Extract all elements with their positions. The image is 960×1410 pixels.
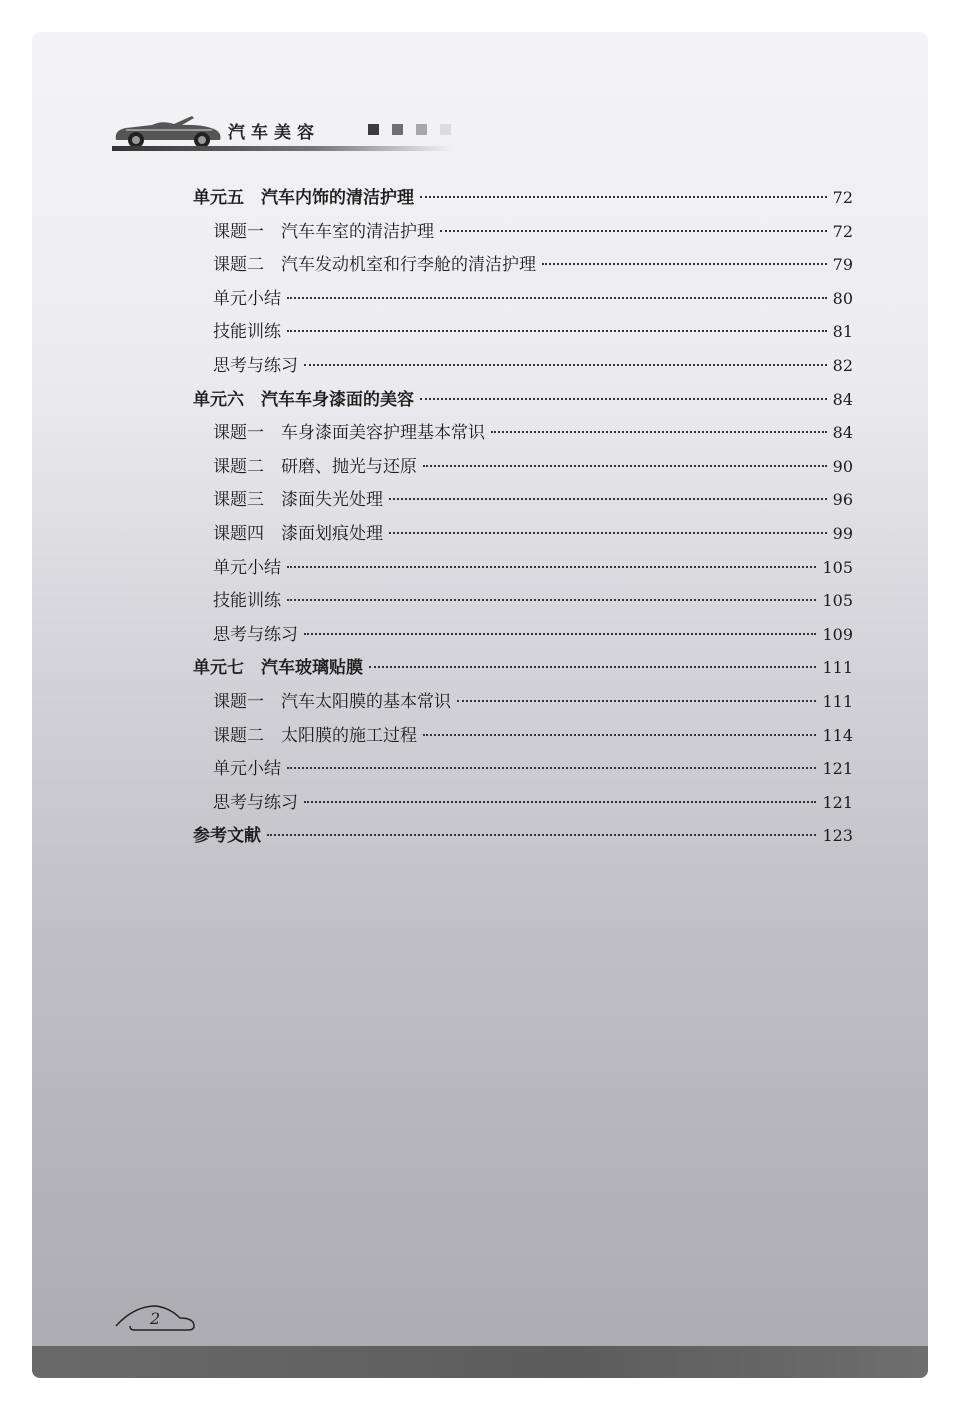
toc-entry-page: 82: [832, 355, 853, 375]
toc-entry-page: 111: [822, 691, 853, 711]
toc-entry[interactable]: [193, 217, 853, 251]
leader-dots: [491, 431, 827, 433]
toc-entry[interactable]: [193, 821, 853, 855]
toc-entry[interactable]: [193, 519, 853, 553]
header-title: 汽车美容: [228, 123, 320, 143]
toc-entry-title: 课题一 车身漆面美容护理基本常识: [213, 423, 485, 444]
leader-dots: [542, 263, 827, 265]
leader-dots: [304, 364, 827, 366]
toc-entry-title: 单元七 汽车玻璃贴膜: [193, 658, 363, 679]
toc-entry-page: 84: [832, 389, 853, 409]
leader-dots: [267, 834, 816, 836]
leader-dots: [287, 566, 816, 568]
toc-entry[interactable]: [193, 553, 853, 587]
table-of-contents: [193, 183, 853, 855]
book-page: [32, 32, 928, 1378]
page-number: 2: [150, 1309, 161, 1328]
toc-entry-page: 111: [822, 658, 853, 678]
toc-entry-page: 80: [832, 288, 853, 308]
toc-entry-title: 参考文献: [193, 826, 261, 847]
toc-entry-title: 单元小结: [213, 288, 281, 309]
toc-entry-title: 思考与练习: [213, 792, 298, 813]
toc-entry-title: 单元小结: [213, 759, 281, 780]
leader-dots: [420, 196, 827, 198]
leader-dots: [440, 230, 827, 232]
toc-entry-page: 121: [822, 792, 853, 812]
leader-dots: [287, 297, 827, 299]
toc-entry[interactable]: [193, 721, 853, 755]
leader-dots: [287, 599, 816, 601]
toc-entry-page: 105: [822, 557, 853, 577]
toc-entry-title: 课题一 汽车车室的清洁护理: [213, 221, 434, 242]
toc-entry-title: 课题一 汽车太阳膜的基本常识: [213, 691, 451, 712]
toc-entry[interactable]: [193, 620, 853, 654]
leader-dots: [369, 666, 816, 668]
toc-entry-title: 技能训练: [213, 591, 281, 612]
leader-dots: [304, 801, 816, 803]
leader-dots: [389, 498, 827, 500]
leader-dots: [287, 330, 827, 332]
toc-entry-page: 72: [832, 221, 853, 241]
toc-entry-page: 105: [822, 591, 853, 611]
running-header: [112, 110, 532, 154]
toc-entry[interactable]: [193, 754, 853, 788]
toc-entry[interactable]: [193, 317, 853, 351]
toc-entry-page: 81: [832, 322, 853, 342]
toc-entry-page: 121: [822, 759, 853, 779]
toc-entry[interactable]: [193, 452, 853, 486]
convertible-car-icon: [112, 110, 224, 150]
toc-entry[interactable]: [193, 250, 853, 284]
toc-entry[interactable]: [193, 351, 853, 385]
toc-entry-page: 96: [832, 490, 853, 510]
toc-entry-page: 90: [832, 456, 853, 476]
toc-entry-title: 课题二 汽车发动机室和行李舱的清洁护理: [213, 255, 536, 276]
leader-dots: [420, 398, 827, 400]
header-square: [392, 124, 403, 135]
toc-entry-title: 思考与练习: [213, 624, 298, 645]
toc-entry-title: 单元小结: [213, 557, 281, 578]
toc-entry[interactable]: [193, 418, 853, 452]
toc-entry-page: 99: [832, 523, 853, 543]
header-square: [440, 124, 451, 135]
toc-entry-title: 课题四 漆面划痕处理: [213, 523, 383, 544]
car-outline-icon: [114, 1300, 198, 1334]
toc-entry[interactable]: [193, 183, 853, 217]
toc-entry-title: 课题二 研磨、抛光与还原: [213, 456, 417, 477]
toc-entry-page: 79: [832, 255, 853, 275]
page-number-badge: [114, 1300, 198, 1338]
header-square: [368, 124, 379, 135]
header-square: [416, 124, 427, 135]
toc-entry-title: 思考与练习: [213, 355, 298, 376]
leader-dots: [457, 700, 816, 702]
toc-entry[interactable]: [193, 687, 853, 721]
leader-dots: [304, 633, 816, 635]
toc-entry[interactable]: [193, 586, 853, 620]
leader-dots: [287, 767, 816, 769]
toc-entry-title: 单元五 汽车内饰的清洁护理: [193, 188, 414, 208]
toc-entry[interactable]: [193, 284, 853, 318]
toc-entry-page: 114: [822, 725, 853, 745]
toc-entry-title: 技能训练: [213, 322, 281, 343]
footer-band: [32, 1346, 928, 1378]
leader-dots: [389, 532, 827, 534]
toc-entry[interactable]: [193, 485, 853, 519]
toc-entry-title: 课题二 太阳膜的施工过程: [213, 725, 417, 746]
toc-entry-title: 课题三 漆面失光处理: [213, 490, 383, 511]
toc-entry-page: 84: [832, 423, 853, 443]
toc-entry-page: 109: [822, 624, 853, 644]
header-rule: [112, 146, 452, 151]
toc-entry-title: 单元六 汽车车身漆面的美容: [193, 389, 414, 410]
toc-entry-page: 123: [822, 826, 853, 846]
leader-dots: [423, 465, 827, 467]
toc-entry[interactable]: [193, 788, 853, 822]
toc-entry-page: 72: [832, 188, 853, 207]
toc-entry[interactable]: [193, 653, 853, 687]
leader-dots: [423, 734, 816, 736]
toc-entry[interactable]: [193, 385, 853, 419]
